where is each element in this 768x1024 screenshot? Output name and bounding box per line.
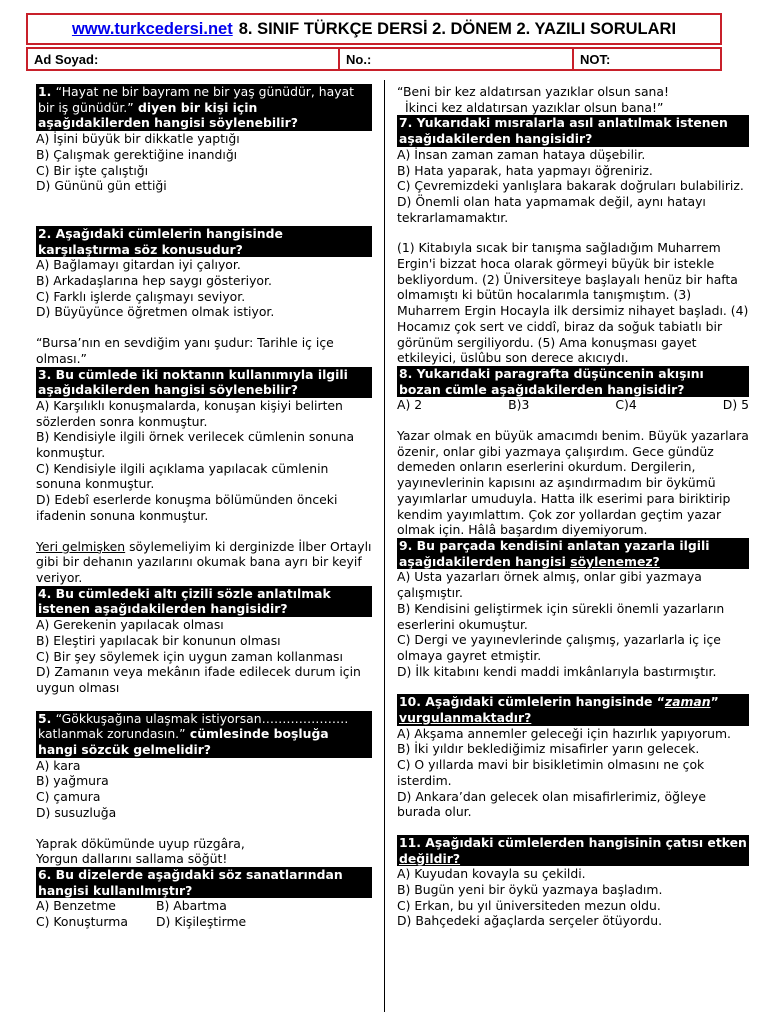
q7-poem-line-1: “Beni bir kez aldatırsan yazıklar olsun sana!	[397, 84, 669, 99]
q5-option-d[interactable]: D) susuzluğa	[36, 804, 117, 820]
q6-option-b[interactable]: B) Abartma	[156, 898, 227, 914]
q8-options-row	[397, 397, 749, 413]
q10-option-d[interactable]: D) Ankara’dan gelecek olan misafirlerimiz, öğleye burada olur.	[397, 788, 707, 820]
q4-option-d[interactable]: D) Zamanın veya mekânın ifade edilecek durum için uygun olması	[36, 664, 361, 695]
column-divider	[384, 80, 385, 1012]
q9-option-b[interactable]: B) Kendisini geliştirmek için sürekli önemli yazarların eserlerini okumuştur.	[397, 600, 725, 632]
q3-option-a[interactable]: A) Karşılıklı konuşmalarda, konuşan kişiyi belirten sözlerden sonra konmuştur.	[36, 397, 343, 429]
name-field[interactable]: Ad Soyad:	[28, 49, 340, 69]
q10-option-c[interactable]: C) O yıllarda mavi bir bisikletimin olmasını ne çok isterdim.	[397, 757, 705, 788]
underlined-phrase: Yeri gelmişken	[36, 538, 126, 554]
student-info-bar	[26, 47, 722, 71]
q1-option-a[interactable]: A) İşini büyük bir dikkatle yaptığı	[36, 131, 240, 147]
q6-options-row-1	[36, 898, 372, 914]
q11-option-c[interactable]: C) Erkan, bu yıl üniversiteden mezun oldu.	[397, 897, 661, 913]
q6-option-a[interactable]: A) Benzetme	[36, 898, 116, 914]
question-9: 9. Bu parçada kendisini anlatan yazarla ilgili aşağıdakilerden hangisi söylenemez?	[397, 538, 749, 569]
q2-option-a[interactable]: A) Bağlamayı gitardan iyi çalıyor.	[36, 257, 241, 273]
left-column	[36, 84, 372, 930]
question-4: 4. Bu cümledeki altı çizili sözle anlatılmak istenen aşağıdakilerden hangisidir?	[36, 586, 372, 617]
q6-poem-line-1: Yaprak dökümünde uyup rüzgâra,	[36, 835, 245, 851]
question-8: 8. Yukarıdaki paragrafta düşüncenin akışını bozan cümle aşağıdakilerden hangisidir?	[397, 366, 749, 397]
q7-option-b[interactable]: B) Hata yaparak, hata yapmayı öğreniriz.	[397, 162, 653, 178]
question-3: 3. Bu cümlede iki noktanın kullanımıyla ilgili aşağıdakilerden hangisi söylenebilir?	[36, 367, 372, 398]
exam-title: 8. SINIF TÜRKÇE DERSİ 2. DÖNEM 2. YAZILI SORULARI	[238, 19, 677, 38]
q8-option-d[interactable]: D) 5	[722, 397, 749, 413]
q5-option-b[interactable]: B) yağmura	[36, 773, 109, 789]
question-2: 2. Aşağıdaki cümlelerin hangisinde karşılaştırma söz konusudur?	[36, 226, 372, 257]
q7-option-c[interactable]: C) Çevremizdeki yanlışlara bakarak doğruları bulabiliriz.	[397, 178, 744, 194]
q9-option-a[interactable]: A) Usta yazarları örnek almış, onlar gibi yazmaya çalışmıştır.	[397, 569, 702, 601]
q3-option-b[interactable]: B) Kendisiyle ilgili örnek verilecek cümlenin sonuna konmuştur.	[36, 429, 355, 461]
q11-option-a[interactable]: A) Kuyudan kovayla su çekildi.	[397, 866, 586, 882]
question-11: 11. Aşağıdaki cümlelerden hangisinin çatısı etken değildir?	[397, 835, 749, 866]
q1-option-d[interactable]: D) Gününü gün ettiği	[36, 178, 167, 194]
q6-option-c[interactable]: C) Konuşturma	[36, 914, 128, 930]
q3-option-d[interactable]: D) Edebî eserlerde konuşma bölümünden önceki ifadenin sonuna konmuştur.	[36, 492, 338, 523]
question-10: 10. Aşağıdaki cümlelerin hangisinde “zaman” vurgulanmaktadır?	[397, 694, 749, 725]
q7-option-d[interactable]: D) Önemli olan hata yapmamak değil, aynı hatayı tekrarlamamaktır.	[397, 193, 706, 225]
q3-passage: “Bursa’nın en sevdiğim yanı şudur: Tarihle iç içe olması.”	[36, 335, 334, 366]
q8-passage: (1) Kitabıyla sıcak bir tanışma sağladığım Muharrem Ergin'i bizzat hoca olarak görmeyi büyük bir istekle bekliyordum. (2) Üniversiteye başlayalı henüz bir hafta olmamıştı ki bütün hocalarımla tanışmıştım. (3) Muharrem Ergin Hocayla ilk dersimiz nihayet başladı. (4) Hocamız çok sert ve ciddî, biraz da soğuk tabiatlı bir görünüm sergiliyordu. (5) Ama konuşması gayet etkileyici, üslûbu son derece akıcıydı.	[397, 240, 749, 366]
q1-option-c[interactable]: C) Bir işte çalıştığı	[36, 162, 149, 178]
q11-option-b[interactable]: B) Bugün yeni bir öykü yazmaya başladım.	[397, 882, 663, 898]
q10-option-b[interactable]: B) İki yıldır beklediğimiz misafirler yarın gelecek.	[397, 741, 700, 757]
q4-option-a[interactable]: A) Gerekenin yapılacak olması	[36, 617, 224, 633]
q8-option-a[interactable]: A) 2	[397, 397, 423, 413]
grade-field: NOT:	[580, 51, 611, 67]
right-column	[397, 84, 749, 929]
q7-option-a[interactable]: A) İnsan zaman zaman hataya düşebilir.	[397, 146, 646, 162]
q2-option-b[interactable]: B) Arkadaşlarına hep saygı gösteriyor.	[36, 273, 272, 289]
q5-option-a[interactable]: A) kara	[36, 757, 81, 773]
question-6: 6. Bu dizelerde aşağıdaki söz sanatlarından hangisi kullanılmıştır?	[36, 867, 372, 898]
question-7: 7. Yukarıdaki mısralarla asıl anlatılmak istenen aşağıdakilerden hangisidir?	[397, 115, 749, 146]
q2-option-d[interactable]: D) Büyüyünce öğretmen olmak istiyor.	[36, 304, 275, 320]
q5-option-c[interactable]: C) çamura	[36, 789, 101, 805]
q9-option-c[interactable]: C) Dergi ve yayınevlerinde çalışmış, yazarlarla iç içe olmaya gayret etmiştir.	[397, 632, 721, 663]
q9-passage: Yazar olmak en büyük amacımdı benim. Büyük yazarlara özenir, onlar gibi yazmaya çalışırdım. Gece gündüz demeden onların eserlerini okurdum. Dergilerin, yayınevlerinin kapısını az aşındırmadım bir öykümü yayımlarlar umuduyla. Hatta ilk eserimi para biriktirip kendim yayımlattım. Çok zor yollardan geçtim yazar olmak için. Hâlâ başardım diyemiyorum.	[397, 428, 749, 538]
q2-option-c[interactable]: C) Farklı işlerde çalışmayı seviyor.	[36, 288, 246, 304]
q9-option-d[interactable]: D) İlk kitabını kendi maddi imkânlarıyla bastırmıştır.	[397, 663, 717, 679]
page-header	[26, 13, 722, 45]
q4-passage: Yeri gelmişken söylemeliyim ki derginizde İlber Ortaylı gibi bir dehanın yazılarını okumak bana ayrı bir keyif veriyor.	[36, 538, 372, 585]
q8-option-c[interactable]: C)4	[615, 397, 637, 413]
q1-option-b[interactable]: B) Çalışmak gerektiğine inandığı	[36, 146, 238, 162]
q6-option-d[interactable]: D) Kişileştirme	[156, 914, 247, 930]
q4-option-c[interactable]: C) Bir şey söylemek için uygun zaman kollanması	[36, 648, 343, 664]
q4-option-b[interactable]: B) Eleştiri yapılacak bir konunun olması	[36, 632, 281, 648]
number-field[interactable]: No.:	[340, 49, 574, 69]
q10-option-a[interactable]: A) Akşama annemler geleceği için hazırlık yapıyorum.	[397, 725, 731, 741]
q8-option-b[interactable]: B)3	[508, 397, 530, 413]
question-5: 5. “Gökkuşağına ulaşmak istiyorsan………………… katlanmak zorundasın.” cümlesinde boşluğa hangi sözcük gelmelidir?	[36, 711, 372, 758]
q6-options-row-2	[36, 914, 372, 930]
q7-poem-line-2: İkinci kez aldatırsan yazıklar olsun bana!”	[405, 99, 664, 115]
site-link[interactable]: www.turkcedersi.net	[71, 19, 233, 38]
q3-option-c[interactable]: C) Kendisiyle ilgili açıklama yapılacak cümlenin sonuna konmuştur.	[36, 460, 329, 492]
q11-option-d[interactable]: D) Bahçedeki ağaçlarda serçeler ötüyordu.	[397, 913, 663, 929]
question-1: 1. “Hayat ne bir bayram ne bir yaş günüdür, hayat bir iş günüdür.” diyen bir kişi için aşağıdakilerden hangisi söylenebilir?	[36, 84, 372, 131]
q6-poem-line-2: Yorgun dallarını sallama söğüt!	[36, 851, 228, 867]
